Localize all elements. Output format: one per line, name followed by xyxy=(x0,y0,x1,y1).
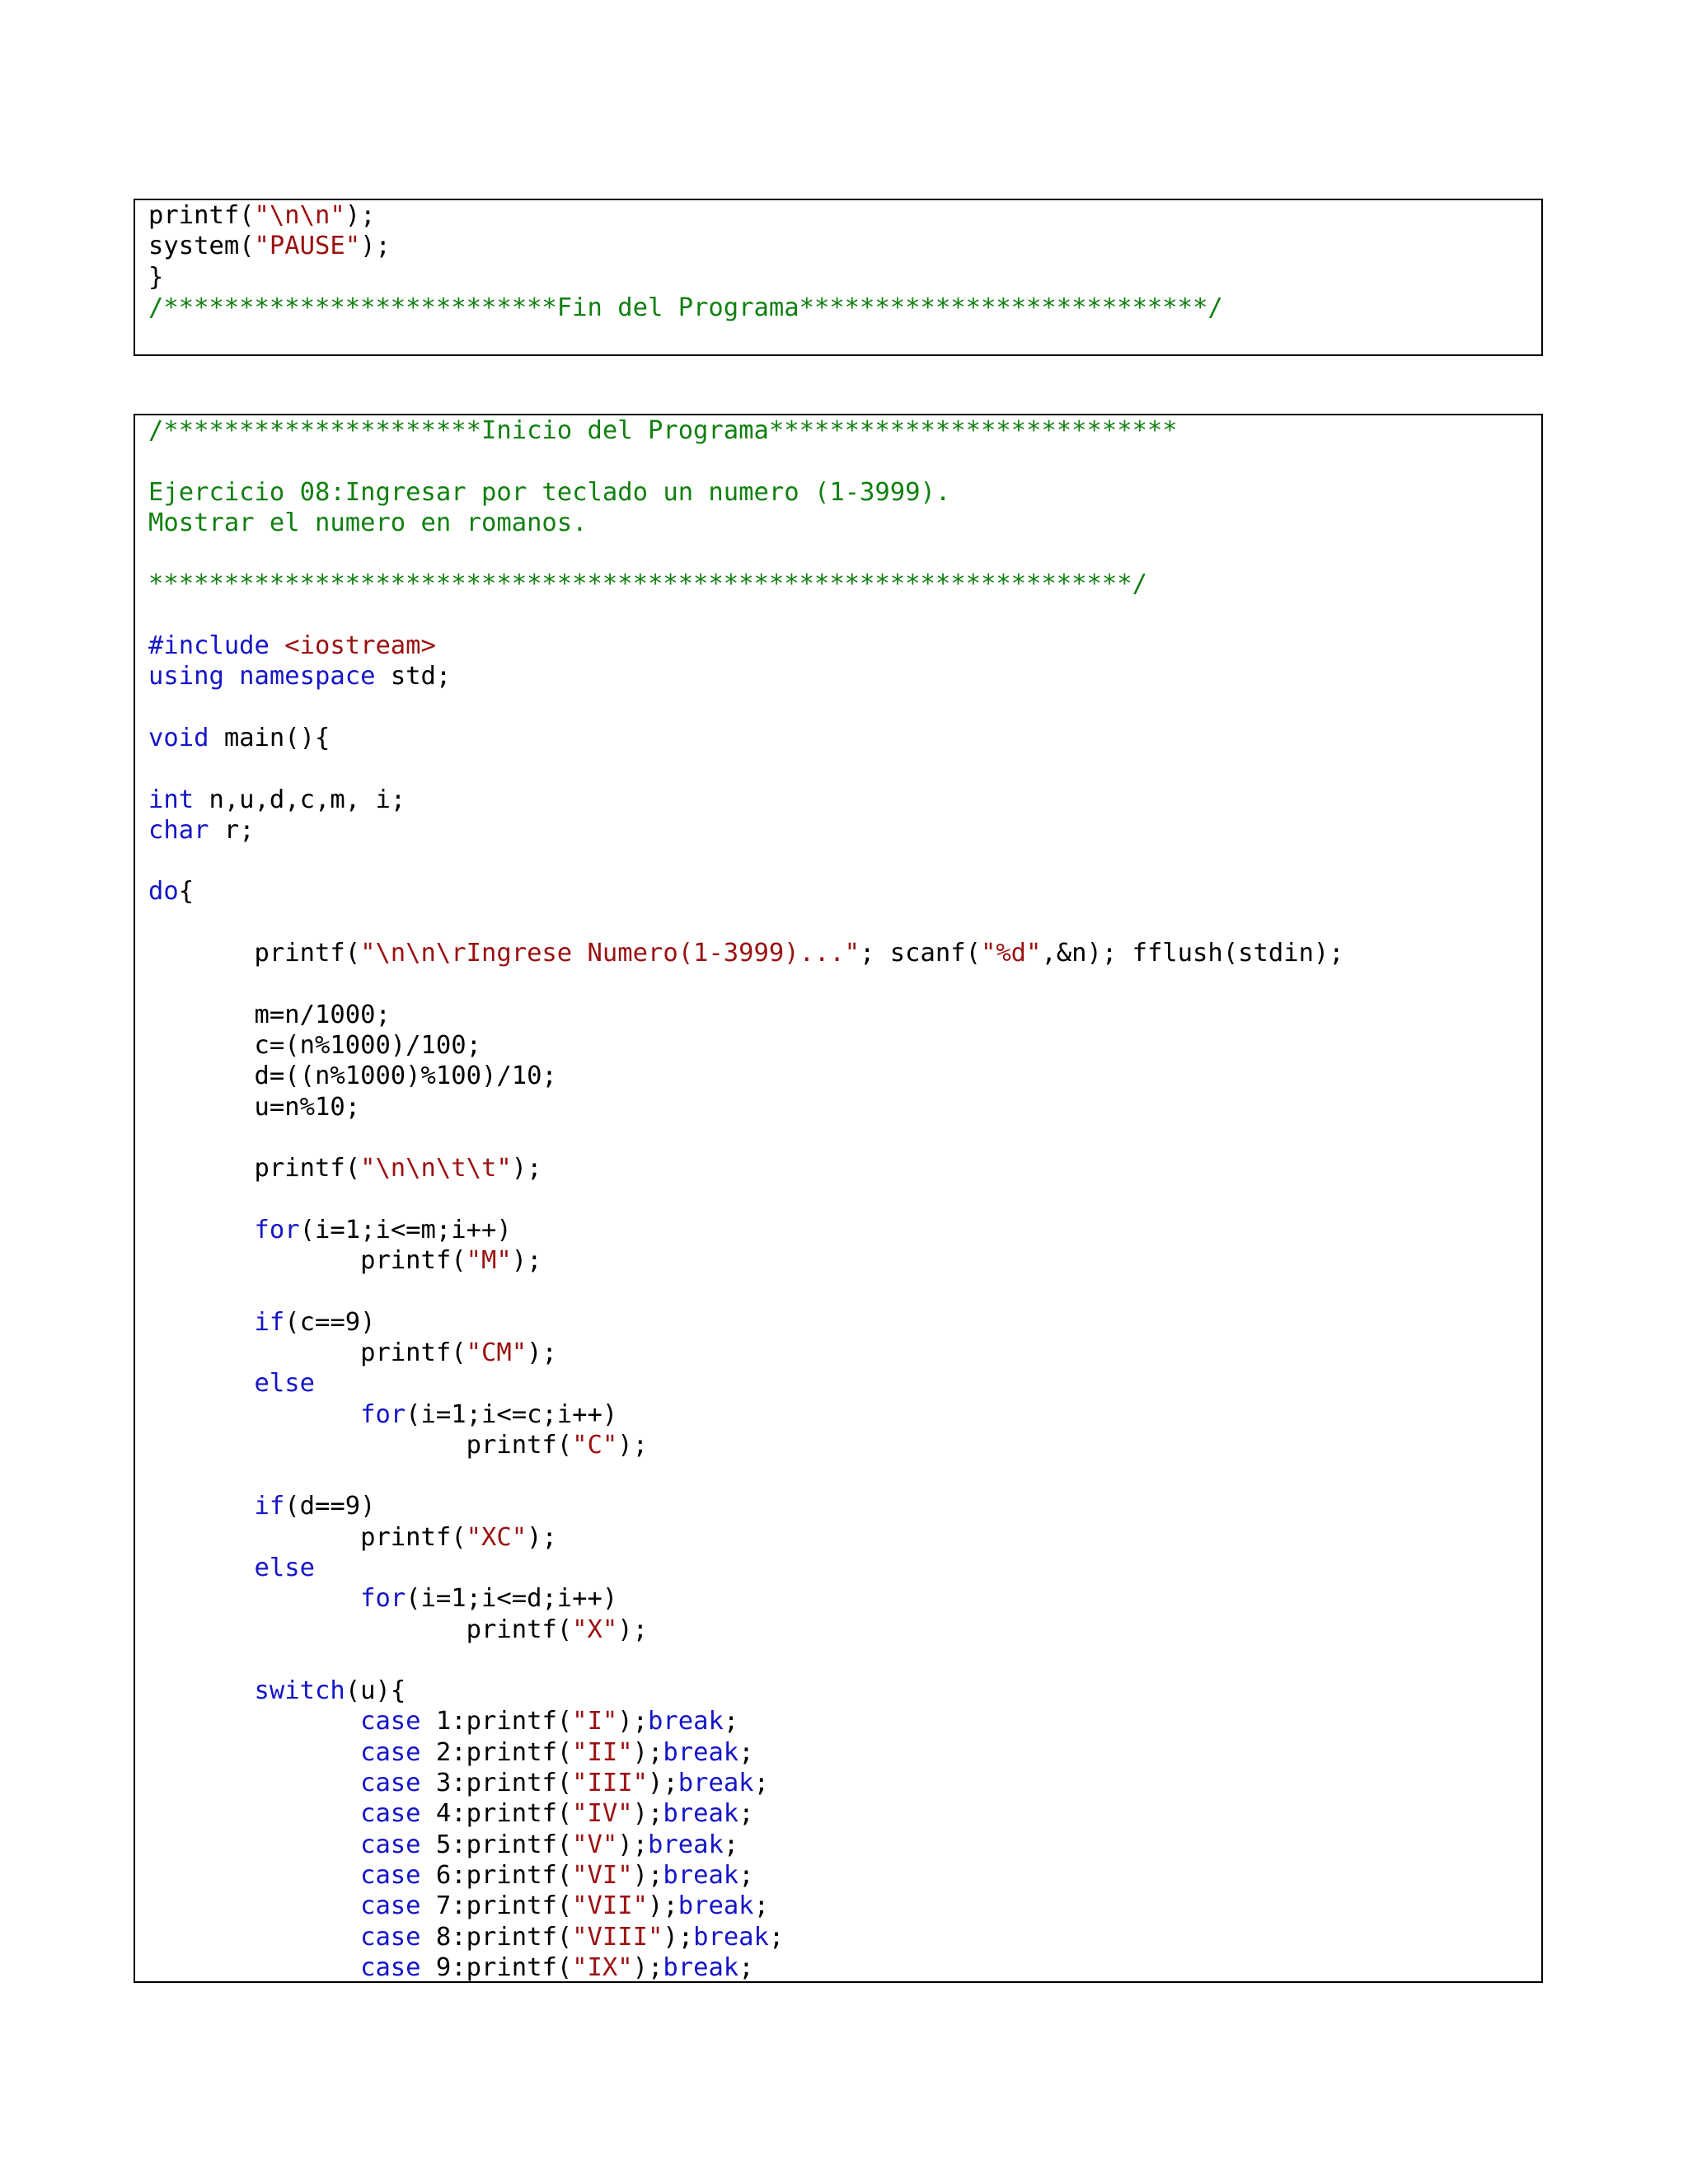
string-literal: <iostream> xyxy=(284,631,436,661)
code-line xyxy=(148,1399,1528,1430)
code-text xyxy=(148,1369,255,1398)
code-text: printf( xyxy=(148,201,255,230)
keyword: break xyxy=(663,1860,739,1890)
code-text: 6:printf( xyxy=(435,1860,573,1890)
keyword: for xyxy=(360,1584,406,1614)
code-text: printf( xyxy=(148,1338,467,1367)
code-text xyxy=(148,1738,360,1767)
code-block-roman-numeral-program xyxy=(134,414,1543,1983)
code-line xyxy=(148,1768,1528,1798)
code-text: c=(n%1000)/100; xyxy=(148,1030,481,1060)
keyword: for xyxy=(360,1399,406,1429)
code-text: ); xyxy=(345,201,376,230)
keyword: case xyxy=(360,1830,436,1859)
code-line xyxy=(148,907,1528,938)
code-text: printf( xyxy=(148,1430,573,1460)
code-text: ); xyxy=(632,1737,663,1767)
code-text: (i=1;i<=d;i++) xyxy=(406,1584,618,1614)
keyword: do xyxy=(148,877,179,907)
code-line xyxy=(148,1737,1528,1768)
string-literal: "IX" xyxy=(572,1952,633,1982)
keyword: #include xyxy=(148,631,285,661)
keyword: case xyxy=(360,1952,436,1982)
code-line xyxy=(148,293,1528,323)
code-text: printf( xyxy=(148,1246,467,1276)
code-text: ); xyxy=(511,1154,542,1183)
code-text: ,&n); fflush(stdin); xyxy=(1041,939,1344,968)
code-text xyxy=(148,1830,360,1859)
string-literal: "VII" xyxy=(572,1891,648,1921)
code-text: ; scanf( xyxy=(860,939,981,968)
keyword: char xyxy=(148,815,224,845)
code-text xyxy=(148,1799,360,1828)
code-text: ); xyxy=(617,1430,648,1460)
code-text: ; xyxy=(753,1769,769,1798)
code-text: { xyxy=(178,877,195,907)
string-literal: "C" xyxy=(572,1430,618,1460)
code-line xyxy=(148,262,1528,293)
keyword: case xyxy=(360,1769,436,1798)
code-text: printf( xyxy=(148,1615,573,1644)
code-text: ; xyxy=(723,1830,739,1859)
keyword: using namespace xyxy=(148,662,391,691)
keyword: break xyxy=(663,1952,739,1982)
code-line xyxy=(148,1922,1528,1952)
code-line xyxy=(148,1183,1528,1214)
code-line xyxy=(148,446,1528,476)
code-text xyxy=(148,1492,255,1521)
code-text xyxy=(148,1400,360,1429)
code-text: (u){ xyxy=(345,1676,406,1706)
string-literal: "V" xyxy=(572,1830,618,1859)
keyword: case xyxy=(360,1922,436,1952)
code-line xyxy=(148,846,1528,876)
code-text: m=n/1000; xyxy=(148,1000,391,1029)
code-text xyxy=(148,1891,360,1920)
code-line xyxy=(148,200,1528,231)
code-text: ); xyxy=(632,1799,663,1829)
code-text xyxy=(148,1308,255,1337)
code-line xyxy=(148,938,1528,968)
keyword: case xyxy=(360,1891,436,1921)
string-literal: "X" xyxy=(572,1615,618,1644)
code-text: 2:printf( xyxy=(435,1737,573,1767)
code-line xyxy=(148,1675,1528,1706)
string-literal: "%d" xyxy=(980,939,1042,968)
code-line xyxy=(148,1245,1528,1276)
code-line xyxy=(148,1338,1528,1368)
code-text: r; xyxy=(223,815,255,845)
code-text: n,u,d,c,m, i; xyxy=(209,785,406,814)
code-line xyxy=(148,415,1528,446)
code-text xyxy=(148,1707,360,1736)
code-text: std; xyxy=(390,662,452,691)
code-line xyxy=(148,1706,1528,1736)
code-text: ; xyxy=(738,1952,754,1982)
keyword: int xyxy=(148,785,209,814)
code-text: printf( xyxy=(148,939,361,968)
code-line xyxy=(148,785,1528,815)
string-literal: "\n\n" xyxy=(254,201,345,230)
code-text: ); xyxy=(632,1860,663,1890)
code-line xyxy=(148,1368,1528,1399)
keyword: case xyxy=(360,1860,436,1890)
code-text: (d==9) xyxy=(284,1492,376,1521)
code-text: 9:printf( xyxy=(435,1952,573,1982)
string-literal: "VI" xyxy=(572,1860,633,1890)
code-text: ); xyxy=(360,232,391,261)
code-line xyxy=(148,630,1528,661)
code-line xyxy=(148,1645,1528,1675)
code-line xyxy=(148,968,1528,999)
code-text xyxy=(148,1769,360,1797)
code-text xyxy=(148,1953,360,1982)
keyword: else xyxy=(254,1553,315,1582)
string-literal: "\n\n\t\t" xyxy=(360,1154,512,1183)
code-text: printf( xyxy=(148,1522,467,1552)
keyword: break xyxy=(678,1891,754,1921)
code-text: ; xyxy=(753,1891,769,1921)
code-line xyxy=(148,1798,1528,1829)
string-literal: "I" xyxy=(572,1707,618,1736)
code-text xyxy=(148,1676,255,1705)
code-line xyxy=(148,1276,1528,1306)
code-line xyxy=(148,815,1528,846)
code-text: ; xyxy=(723,1707,739,1736)
string-literal: "VIII" xyxy=(572,1922,663,1952)
keyword: for xyxy=(254,1215,300,1244)
code-line xyxy=(148,1615,1528,1645)
keyword: if xyxy=(254,1492,285,1521)
keyword: break xyxy=(663,1799,739,1829)
code-line xyxy=(148,569,1528,599)
code-text: 8:printf( xyxy=(435,1922,573,1952)
code-text: ; xyxy=(738,1799,754,1829)
code-line xyxy=(148,1522,1528,1553)
code-line xyxy=(148,1491,1528,1521)
code-text: ; xyxy=(768,1922,785,1952)
keyword: break xyxy=(648,1830,724,1859)
code-text xyxy=(148,1923,360,1952)
code-text: ; xyxy=(738,1737,754,1767)
keyword: case xyxy=(360,1707,436,1736)
code-line xyxy=(148,1092,1528,1122)
string-literal: "III" xyxy=(572,1769,648,1798)
string-literal: "IV" xyxy=(572,1799,633,1829)
code-text: (c==9) xyxy=(284,1307,376,1337)
code-line xyxy=(148,1891,1528,1921)
code-text: system( xyxy=(148,232,255,261)
code-text xyxy=(148,1216,255,1244)
code-text: ); xyxy=(648,1769,678,1798)
code-line xyxy=(148,1460,1528,1491)
code-line xyxy=(148,753,1528,784)
code-line xyxy=(148,1000,1528,1030)
code-text: 5:printf( xyxy=(435,1830,573,1859)
code-line xyxy=(148,1830,1528,1860)
code-text: ); xyxy=(527,1522,557,1552)
string-literal: "\n\n\rIngrese Numero(1-3999)..." xyxy=(360,939,860,968)
code-text: 7:printf( xyxy=(435,1891,573,1921)
code-block-end-fragment xyxy=(134,199,1543,356)
code-line xyxy=(148,1122,1528,1153)
code-line xyxy=(148,723,1528,753)
code-text: main(){ xyxy=(223,723,331,752)
code-text: d=((n%1000)%100)/10; xyxy=(148,1062,557,1091)
code-line xyxy=(148,1553,1528,1583)
code-text: ); xyxy=(527,1338,557,1367)
string-literal: "CM" xyxy=(466,1338,528,1367)
code-line xyxy=(148,1215,1528,1245)
code-line xyxy=(148,538,1528,569)
code-line xyxy=(148,1153,1528,1183)
code-text: ); xyxy=(648,1891,678,1921)
code-text: } xyxy=(148,262,164,292)
code-text: (i=1;i<=m;i++) xyxy=(299,1215,512,1244)
code-line xyxy=(148,661,1528,691)
keyword: void xyxy=(148,723,224,752)
keyword: case xyxy=(360,1737,436,1767)
code-text: ); xyxy=(511,1246,542,1276)
code-text: printf( xyxy=(148,1154,361,1183)
string-literal: "II" xyxy=(572,1737,633,1767)
code-line xyxy=(148,692,1528,723)
string-literal: "XC" xyxy=(466,1522,528,1552)
keyword: break xyxy=(678,1769,754,1798)
code-text xyxy=(148,1554,255,1582)
code-line xyxy=(148,1307,1528,1338)
code-line xyxy=(148,1860,1528,1891)
code-text xyxy=(148,1861,360,1890)
code-line xyxy=(148,1061,1528,1091)
code-comment: *****************************************************************/ xyxy=(148,569,1147,599)
code-comment: Mostrar el numero en romanos. xyxy=(148,508,588,537)
keyword: break xyxy=(663,1737,739,1767)
code-comment: /*********************Inicio del Programa*************************** xyxy=(148,416,1178,445)
keyword: if xyxy=(254,1307,285,1337)
keyword: else xyxy=(254,1369,315,1399)
code-text: u=n%10; xyxy=(148,1092,361,1122)
code-line xyxy=(148,477,1528,508)
code-text: ); xyxy=(617,1707,648,1736)
string-literal: "M" xyxy=(466,1246,512,1276)
keyword: break xyxy=(648,1707,724,1736)
code-text xyxy=(148,1584,360,1613)
code-text: 4:printf( xyxy=(435,1799,573,1829)
code-comment: /**************************Fin del Programa***************************/ xyxy=(148,293,1223,322)
keyword: break xyxy=(693,1922,769,1952)
keyword: case xyxy=(360,1799,436,1829)
code-line xyxy=(148,1583,1528,1614)
string-literal: "PAUSE" xyxy=(254,232,361,261)
code-line xyxy=(148,231,1528,261)
code-comment: Ejercicio 08:Ingresar por teclado un numero (1-3999). xyxy=(148,477,951,507)
code-line xyxy=(148,600,1528,630)
code-line xyxy=(148,876,1528,907)
code-text: ); xyxy=(617,1830,648,1859)
code-text: (i=1;i<=c;i++) xyxy=(406,1399,618,1429)
code-text: ; xyxy=(738,1860,754,1890)
code-line xyxy=(148,1030,1528,1061)
code-line xyxy=(148,1430,1528,1460)
code-line xyxy=(148,1952,1528,1983)
code-line xyxy=(148,508,1528,538)
keyword: switch xyxy=(254,1676,345,1706)
code-text: 1:printf( xyxy=(435,1707,573,1736)
code-text: ); xyxy=(632,1952,663,1982)
code-text: 3:printf( xyxy=(435,1769,573,1798)
code-text: ); xyxy=(663,1922,694,1952)
code-text: ); xyxy=(617,1615,648,1644)
